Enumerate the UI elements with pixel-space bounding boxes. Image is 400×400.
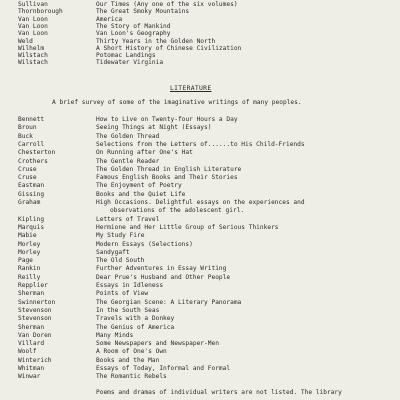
book-title: The Georgian Scene: A Literary Panorama [96,298,242,306]
section-heading: LITERATURE [170,84,212,92]
author-name: Kipling [18,215,45,223]
book-title: Books and the Quiet Life [96,190,186,198]
author-name: Gissing [18,190,45,198]
book-title: High Occasions. Delightful essays on the experiences and [96,199,305,206]
author-name: Wilstach [18,52,48,60]
book-title: The Gentle Reader [96,157,160,165]
book-title: The Golden Thread [96,132,160,140]
author-name: Sherman [18,323,45,331]
author-name: Morley [18,248,41,256]
book-title: The Story of Mankind [96,22,171,30]
author-name: Reilly [18,273,41,281]
author-name: Repplier [18,282,48,289]
author-name: Crothers [18,157,48,165]
book-title: Thirty Years in the Golden North [96,37,216,45]
author-name: Mabie [18,232,37,240]
author-name: Page [18,257,33,265]
author-name: Stevenson [18,306,52,314]
section-intro: A brief survey of some of the imaginative writings of many peoples. [52,99,302,106]
book-title: Letters of Travel [96,215,160,223]
book-title: The Romantic Rebels [96,373,167,381]
book-title: On Running after One's Hat [96,149,193,157]
book-title: Modern Essays (Selections) [96,240,193,248]
author-name: Sullivan [18,1,48,8]
book-title: The Great Smoky Mountains [96,8,190,16]
book-title: Potomac Landings [96,52,156,60]
book-title: The Old South [96,257,145,265]
author-name: Sherman [18,290,45,298]
book-title: My Study Fire [96,232,145,240]
book-title: Sandygaft [96,248,130,256]
author-name: Van Loon [18,30,48,38]
book-title: Points of View [96,290,149,298]
author-name: Eastman [18,182,45,190]
book-title: Many Minds [96,331,134,339]
list-item [0,58,400,67]
book-title: Seeing Things at Night (Essays) [96,124,212,132]
author-name: Chesterton [18,149,56,157]
list-item [0,372,400,381]
book-title: Essays in Idleness [96,282,164,289]
author-name: Villard [18,340,45,348]
book-title: Essays of Today, Informal and Formal [96,365,231,372]
book-title-continued: observations of the adolescent girl. [110,207,245,215]
author-name: Marquis [18,223,45,231]
author-name: Winterich [18,356,52,364]
author-name: Buck [18,132,33,140]
author-name: Cruse [18,174,37,182]
author-name: Cruse [18,165,37,173]
author-name: Carroll [18,140,45,148]
author-name: Van Doren [18,331,52,339]
book-title: America [96,15,123,23]
book-title: Our Times (Any one of the six volumes) [96,1,238,8]
book-title: Dear Prue's Husband and Other People [96,273,231,281]
book-title: A Short History of Chinese Civilization [96,44,242,52]
book-title: Famous English Books and Their Stories [96,174,238,182]
book-title: The Enjoyment of Poetry [96,182,182,190]
book-title: Books and the Man [96,356,160,364]
footer-note: Poems and dramas of individual writers are not listed. The library [96,389,342,396]
author-name: Graham [18,199,41,206]
book-title: A Room of One's Own [96,348,167,356]
author-name: Stevenson [18,315,52,323]
book-title: Further Adventures in Essay Writing [96,265,227,273]
book-title: Some Newspapers and Newspaper-Men [96,340,219,348]
book-title: Travels with a Donkey [96,315,175,323]
author-name: Wilstach [18,59,48,67]
author-name: Weld [18,37,33,45]
author-name: Van Loon [18,22,48,30]
author-name: Winwar [18,373,41,381]
book-title: In the South Seas [96,306,160,314]
author-name: Thornborough [18,8,63,16]
author-name: Bennett [18,116,45,123]
author-name: Broun [18,124,37,132]
book-title: Tidewater Virginia [96,59,164,67]
book-title: The Genius of America [96,323,175,331]
author-name: Rankin [18,265,41,273]
book-title: The Golden Thread in English Literature [96,165,242,173]
author-name: Whitman [18,365,45,372]
author-name: Woolf [18,348,37,356]
book-title: Van Loon's Geography [96,30,171,38]
book-title: Hermione and Her Little Group of Serious Thinkers [96,223,279,231]
author-name: Swinnerton [18,298,56,306]
book-title: Selections from the Letters of......to His Child-Friends [96,140,305,148]
author-name: Wilhelm [18,44,45,52]
author-name: Morley [18,240,41,248]
book-title: How to Live on Twenty-four Hours a Day [96,116,238,123]
author-name: Van Loon [18,15,48,23]
